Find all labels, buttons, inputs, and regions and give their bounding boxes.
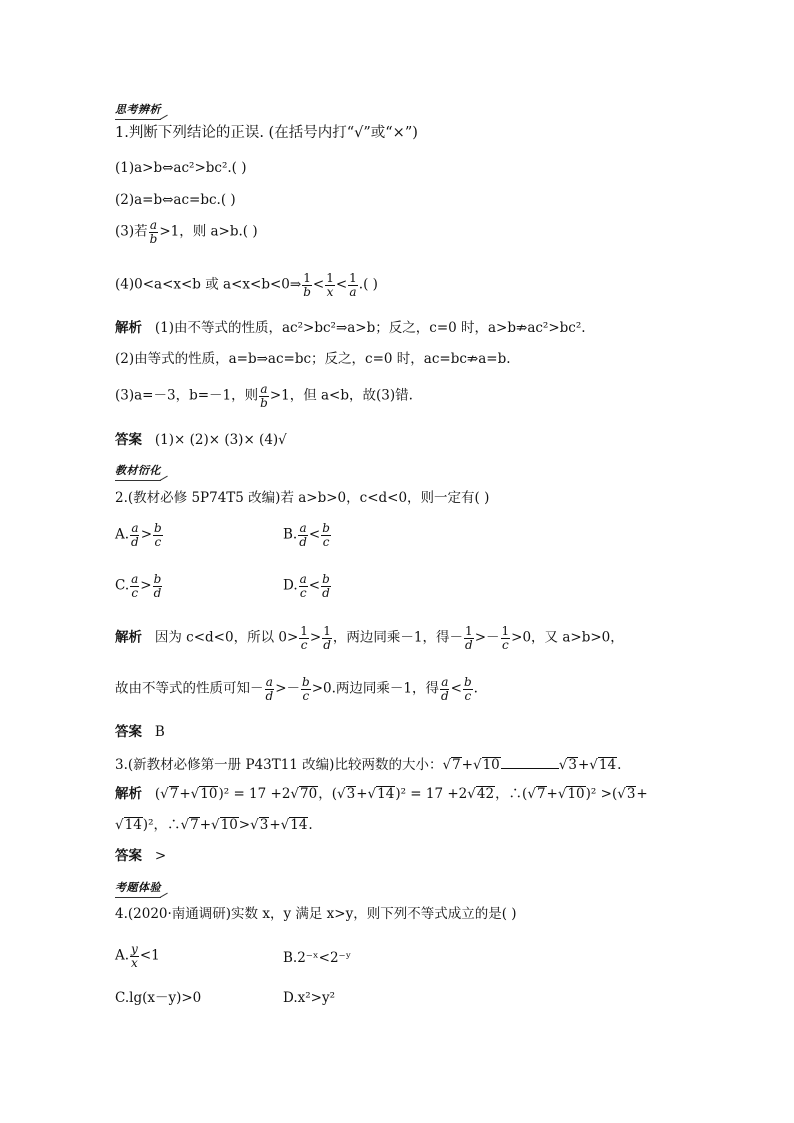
q2-option-a: A. $\frac{a}{d}$ > $\frac{b}{c}$	[115, 521, 162, 549]
q1-item-2: (2)a=b⇔ac=bc.( )	[115, 192, 236, 208]
q2-analysis-line-1: 解析 因为 c<d<0，所以 0> $\frac{1}{c}$ > $\frac{1}{d}$ ，两边同乘－1，得－ $\frac{1}{d}$ >－ $\frac{1}{c}$ >0，又 a>b>0，	[115, 624, 624, 652]
fraction: $\frac{a}{b}$	[260, 382, 268, 410]
q3-stem: 3.(新教材必修第一册 P43T11 改编)比较两数的大小：√7+√10 √3+√14.	[115, 757, 622, 773]
q4-option-c: C.lg(x－y)>0	[115, 990, 202, 1006]
q1-analysis-line-2: (2)由等式的性质，a=b⇒ac=bc；反之，c=0 时，ac=bc⇏a=b.	[115, 351, 511, 367]
q2-option-d: D. $\frac{a}{c}$ < $\frac{b}{d}$	[283, 572, 330, 600]
section-heading-exam: 考题体验	[115, 879, 161, 898]
q2-analysis-line-2: 故由不等式的性质可知－ $\frac{a}{d}$ >－ $\frac{b}{c}$ >0.两边同乘－1，得 $\frac{a}{d}$ < $\frac{b}{c}$ .	[115, 675, 478, 703]
q2-option-c: C. $\frac{a}{c}$ > $\frac{b}{d}$	[115, 572, 162, 600]
q1-analysis-line-3: (3)a=－3，b=－1，则 $\frac{a}{b}$ >1，但 a<b，故(3)错.	[115, 382, 413, 410]
fraction: $\frac{1}{a}$	[349, 271, 357, 299]
answer-blank	[501, 756, 559, 769]
q4-option-a: A. $\frac{y}{x}$ <1	[115, 942, 160, 970]
fraction: $\frac{a}{b}$	[149, 218, 158, 246]
q3-analysis-line-1: 解析 (√7+√10)² = 17 +2√70，(√3+√14)² = 17 +2√42，∴(√7+√10)² >(√3+	[115, 786, 648, 802]
q1-answer: 答案 (1)× (2)× (3)× (4)√	[115, 432, 287, 448]
q3-answer: 答案 >	[115, 848, 167, 864]
q4-option-b: B.2⁻ˣ<2⁻ʸ	[283, 950, 352, 966]
q1-analysis-line-1: 解析 (1)由不等式的性质，ac²>bc²⇒a>b；反之，c=0 时，a>b⇏ac²>bc².	[115, 320, 586, 336]
q1-stem: 1.判断下列结论的正误. (在括号内打“√”或“×”)	[115, 125, 418, 141]
q1-item-4: (4)0<a<x<b 或 a<x<b<0⇒ $\frac{1}{b}$ < $\frac{1}{x}$ < $\frac{1}{a}$ .( )	[115, 271, 378, 299]
q3-analysis-line-2: √14)²，∴√7+√10>√3+√14.	[115, 817, 313, 833]
q4-option-d: D.x²>y²	[283, 990, 336, 1006]
q1-item-1: (1)a>b⇔ac²>bc².( )	[115, 160, 247, 176]
q4-stem: 4.(2020·南通调研)实数 x，y 满足 x>y，则下列不等式成立的是( )	[115, 906, 517, 922]
section-heading-textbook: 教材衍化	[115, 462, 161, 481]
section-heading-thinking: 思考辨析	[115, 101, 161, 120]
q2-answer: 答案 B	[115, 724, 165, 740]
q2-option-b: B. $\frac{a}{d}$ < $\frac{b}{c}$	[283, 521, 330, 549]
fraction: $\frac{1}{b}$	[303, 271, 311, 299]
q1-item-3: (3)若 $\frac{a}{b}$ >1，则 a>b.( )	[115, 218, 258, 246]
fraction: $\frac{1}{x}$	[326, 271, 334, 299]
q2-stem: 2.(教材必修 5P74T5 改编)若 a>b>0，c<d<0，则一定有( )	[115, 490, 490, 506]
